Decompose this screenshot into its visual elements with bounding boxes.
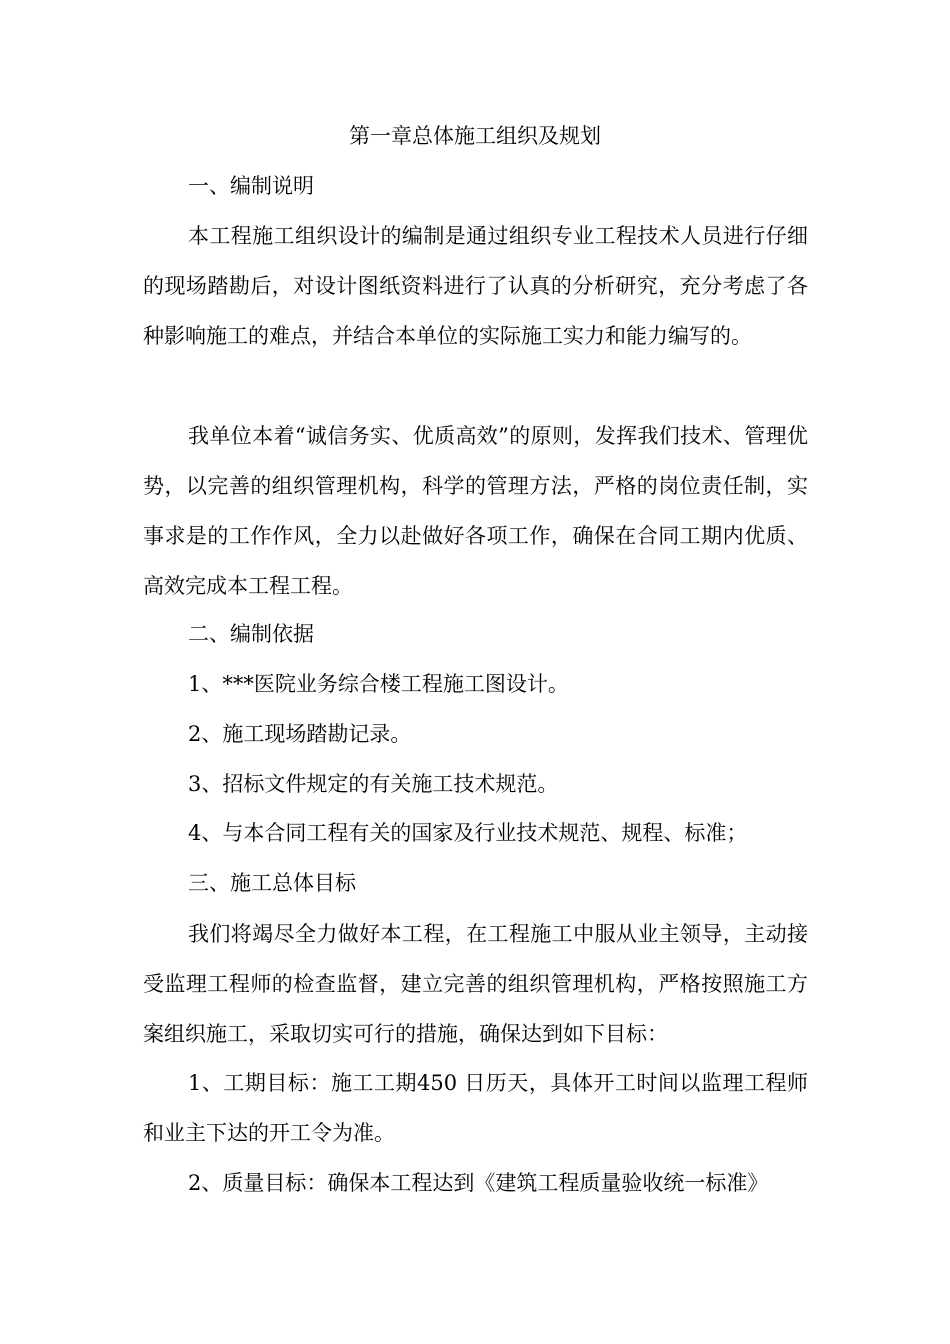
basis-item-4: 4、与本合同工程有关的国家及行业技术规范、规程、标准；	[188, 821, 748, 845]
basis-item-1: 1、***医院业务综合楼工程施工图设计。	[188, 672, 569, 696]
basis-item-2: 2、施工现场踏勘记录。	[188, 722, 412, 746]
section-heading-1: 一、编制说明	[188, 174, 314, 198]
section-heading-3: 三、施工总体目标	[188, 871, 356, 895]
paragraph-quality-goal: 2、质量目标：确保本工程达到《建筑工程质量验收统一标准》	[188, 1171, 769, 1195]
paragraph-overall-goals: 我们将竭尽全力做好本工程，在工程施工中服从业主领导，主动接受监理工程师的检查监督，建立完善的组织管理机构，严格按照施工方案组织施工，采取切实可行的措施，确保达到如下目标：	[143, 922, 808, 1046]
section-heading-2: 二、编制依据	[188, 622, 314, 646]
paragraph-principles: 我单位本着“诚信务实、优质高效”的原则，发挥我们技术、管理优势，以完善的组织管理机构，科学的管理方法，严格的岗位责任制，实事求是的工作作风，全力以赴做好各项工作，确保在合同工期内优质、高效完成本工程工程。	[143, 424, 808, 598]
page-title: 第一章总体施工组织及规划	[349, 124, 601, 148]
basis-item-3: 3、招标文件规定的有关施工技术规范。	[188, 772, 559, 796]
paragraph-schedule-goal: 1、工期目标：施工工期450 日历天，具体开工时间以监理工程师和业主下达的开工令为准。	[143, 1071, 808, 1145]
paragraph-compilation-description: 本工程施工组织设计的编制是通过组织专业工程技术人员进行仔细的现场踏勘后，对设计图纸资料进行了认真的分析研究，充分考虑了各种影响施工的难点，并结合本单位的实际施工实力和能力编写的。	[143, 224, 808, 348]
